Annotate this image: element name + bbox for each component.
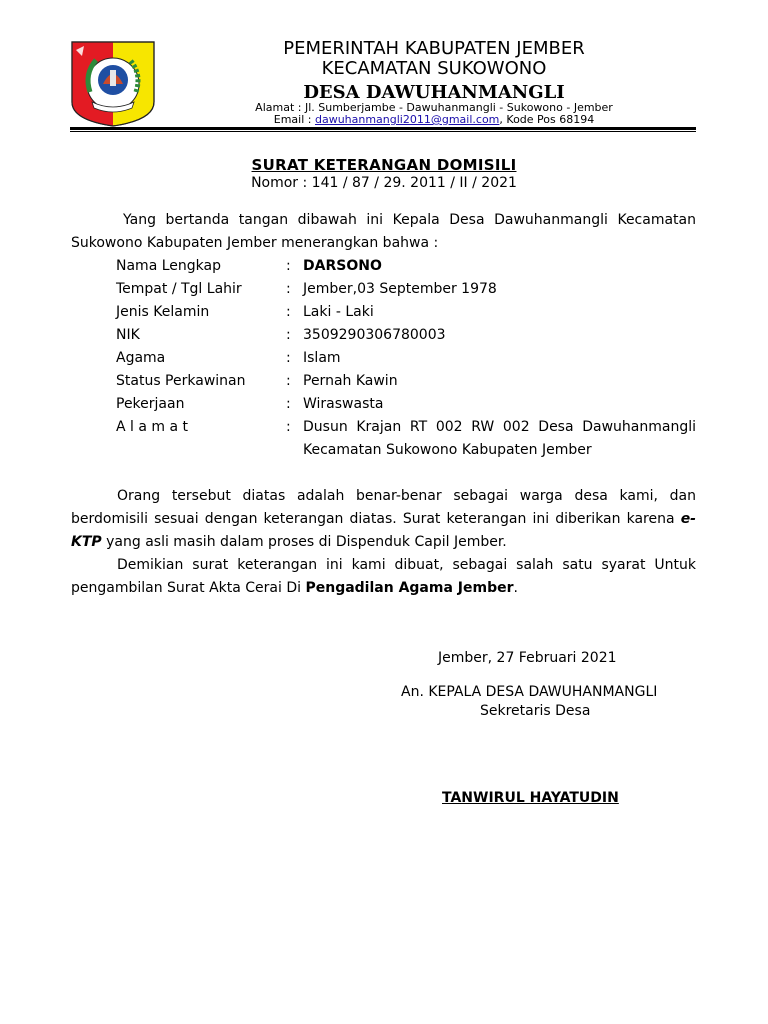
signature-role: Sekretaris Desa [480,703,591,719]
field-label: Pekerjaan [116,396,185,412]
field-separator: : [286,350,291,366]
body1-text-start: Orang tersebut diatas adalah benar-benar sebagai warga desa kami, dan berdomisili sesuai dengan keterangan diatas. Surat keterangan ini diberikan karena [71,488,696,527]
body-paragraph-1 [71,485,696,554]
postcode-text: , Kode Pos 68194 [499,113,595,126]
body2-emphasis: Pengadilan Agama Jember [305,580,514,596]
letter-title: SURAT KETERANGAN DOMISILI [251,156,517,174]
field-label: Tempat / Tgl Lahir [116,281,242,297]
field-label: NIK [116,327,140,343]
letter-number: Nomor : 141 / 87 / 29. 2011 / II / 2021 [251,175,517,191]
header-divider-thin [70,131,696,132]
intro-paragraph [71,209,696,255]
field-label: Agama [116,350,166,366]
field-separator: : [286,281,291,297]
field-separator: : [286,419,291,435]
field-label: Nama Lengkap [116,258,221,274]
field-separator: : [286,258,291,274]
body-paragraph-2 [71,554,696,600]
field-value: Wiraswasta [303,396,384,412]
field-separator: : [286,304,291,320]
body2-text-start: Demikian surat keterangan ini kami dibuat, sebagai salah satu syarat Untuk pengambilan Surat Akta Cerai Di [71,557,696,596]
field-value: Pernah Kawin [303,373,398,389]
letterhead-address: Alamat : Jl. Sumberjambe - Dawuhanmangli - Sukowono - Jember [255,101,613,114]
letterhead-district: KECAMATAN SUKOWONO [321,58,547,79]
letterhead-contact [50,113,768,126]
letterhead-village: DESA DAWUHANMANGLI [303,82,565,103]
field-value: Islam [303,350,341,366]
header-divider-thick [70,127,696,130]
signature-place-date: Jember, 27 Februari 2021 [438,650,617,666]
email-label: Email : [273,113,315,126]
body1-emphasis: e-KTP [71,511,696,550]
field-value: Laki - Laki [303,304,374,320]
field-label: Jenis Kelamin [116,304,210,320]
body1-text-end: yang asli masih dalam proses di Dispenduk Capil Jember. [101,534,507,550]
body2-text-end: . [513,580,518,596]
field-value: Jember,03 September 1978 [303,281,497,297]
signature-position: An. KEPALA DESA DAWUHANMANGLI [401,684,658,700]
field-value: 3509290306780003 [303,327,446,343]
field-value-name: DARSONO [303,258,382,274]
field-label: Status Perkawinan [116,373,246,389]
signatory-name: TANWIRUL HAYATUDIN [442,790,619,806]
field-separator: : [286,327,291,343]
letterhead-government: PEMERINTAH KABUPATEN JEMBER [283,38,585,59]
email-link[interactable]: dawuhanmangli2011@gmail.com [314,113,500,126]
field-separator: : [286,373,291,389]
field-label: A l a m a t [116,419,189,435]
field-separator: : [286,396,291,412]
intro-text: Yang bertanda tangan dibawah ini Kepala Desa Dawuhanmangli Kecamatan Sukowono Kabupaten Jember menerangkan bahwa : [71,212,696,251]
field-value-address: Dusun Krajan RT 002 RW 002 Desa Dawuhanmangli Kecamatan Sukowono Kabupaten Jember [303,419,696,458]
